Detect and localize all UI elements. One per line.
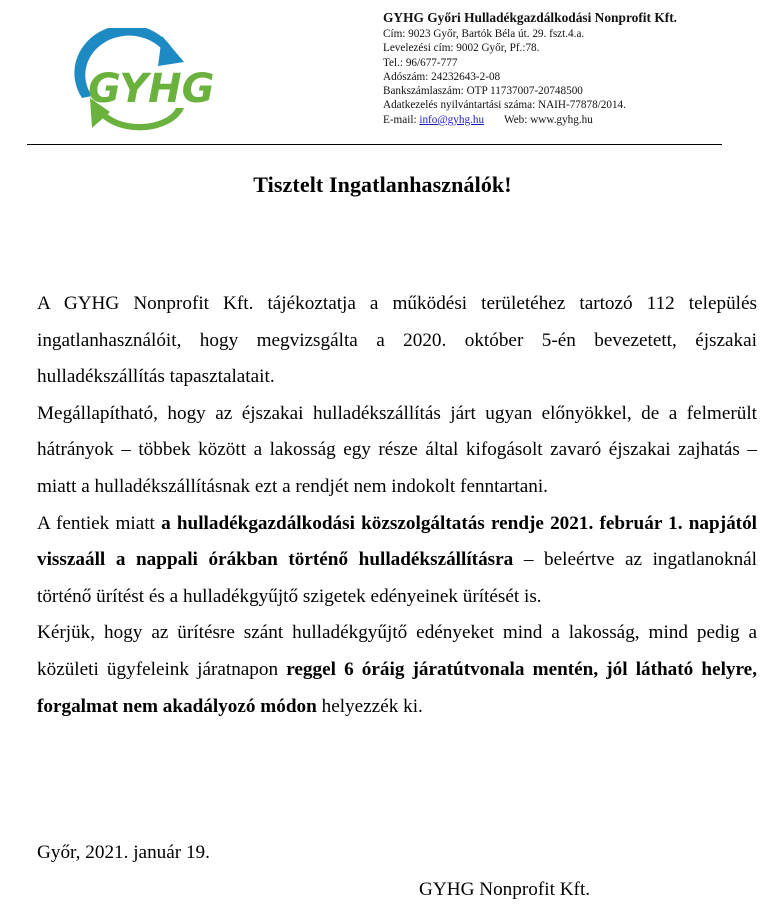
paragraph-4-intro: Kérjük, hogy az ürítésre szánt hulladékgyűjtő edényeket mind a lakosság, mind pedig a közületi ügyfeleink járatnapon bbox=[37, 622, 757, 680]
paragraph-3-emphasis: a hulladékgazdálkodási közszolgáltatás rendje 2021. február 1. napjától visszaáll a nappali órákban történő hulladékszállításra bbox=[37, 512, 757, 571]
paragraph-4 bbox=[37, 615, 757, 725]
web-label: Web: bbox=[504, 113, 531, 126]
recycle-arrows-icon bbox=[62, 28, 232, 133]
postal-address-line: Levelezési cím: 9002 Győr, Pf.:78. bbox=[383, 42, 540, 55]
web-address: www.gyhg.hu bbox=[530, 113, 593, 126]
gyhg-logo bbox=[62, 28, 232, 133]
data-registry-line: Adatkezelés nyilvántartási száma: NAIH-77878/2014. bbox=[383, 99, 626, 112]
letter-body bbox=[37, 286, 757, 725]
logo-text: GYHG bbox=[88, 66, 215, 112]
tax-number-line: Adószám: 24232643-2-08 bbox=[383, 70, 501, 83]
company-name: GYHG Győri Hulladékgazdálkodási Nonprofit Kft. bbox=[383, 10, 678, 25]
header-divider bbox=[27, 144, 722, 145]
phone-line: Tel.: 96/677-777 bbox=[383, 56, 458, 69]
paragraph-4-emphasis: reggel 6 óráig járatútvonala mentén, jól látható helyre, forgalmat nem akadályozó módon bbox=[37, 658, 757, 717]
company-header bbox=[383, 10, 753, 127]
contact-line bbox=[383, 113, 753, 127]
paragraph-2: Megállapítható, hogy az éjszakai hulladékszállítás járt ugyan előnyökkel, de a felmerült hátrányok – többek között a lakosság egy része által kifogásolt zavaró éjszakai zajhatás – miatt a hulladékszállításnak ezt a rendjét nem indokolt fenntartani. bbox=[37, 402, 757, 497]
blue-arrow-head bbox=[158, 36, 184, 66]
paragraph-4-rest: helyezzék ki. bbox=[316, 695, 423, 717]
paragraph-3-rest: – beleértve az ingatlanoknál történő ürítést és a hulladékgyűjtő szigetek edényeinek ürítését is. bbox=[37, 549, 758, 607]
email-link[interactable]: info@gyhg.hu bbox=[419, 113, 485, 126]
paragraph-1: A GYHG Nonprofit Kft. tájékoztatja a működési területéhez tartozó 112 település ingatlanhasználóit, hogy megvizsgálta a 2020. október 5-én bevezetett, éjszakai hulladékszállítás tapasztalatait. bbox=[37, 293, 757, 388]
paragraph-3-intro: A fentiek miatt bbox=[37, 512, 162, 534]
signature: GYHG Nonprofit Kft. bbox=[419, 879, 591, 900]
place-and-date: Győr, 2021. január 19. bbox=[37, 842, 210, 863]
letter-title: Tisztelt Ingatlanhasználók! bbox=[253, 172, 512, 197]
bank-account-line: Bankszámlaszám: OTP 11737007-20748500 bbox=[383, 85, 583, 98]
email-label: E-mail: bbox=[383, 113, 420, 126]
address-line: Cím: 9023 Győr, Bartók Béla út. 29. fszt.4.a. bbox=[383, 28, 585, 40]
paragraph-3 bbox=[37, 506, 757, 616]
